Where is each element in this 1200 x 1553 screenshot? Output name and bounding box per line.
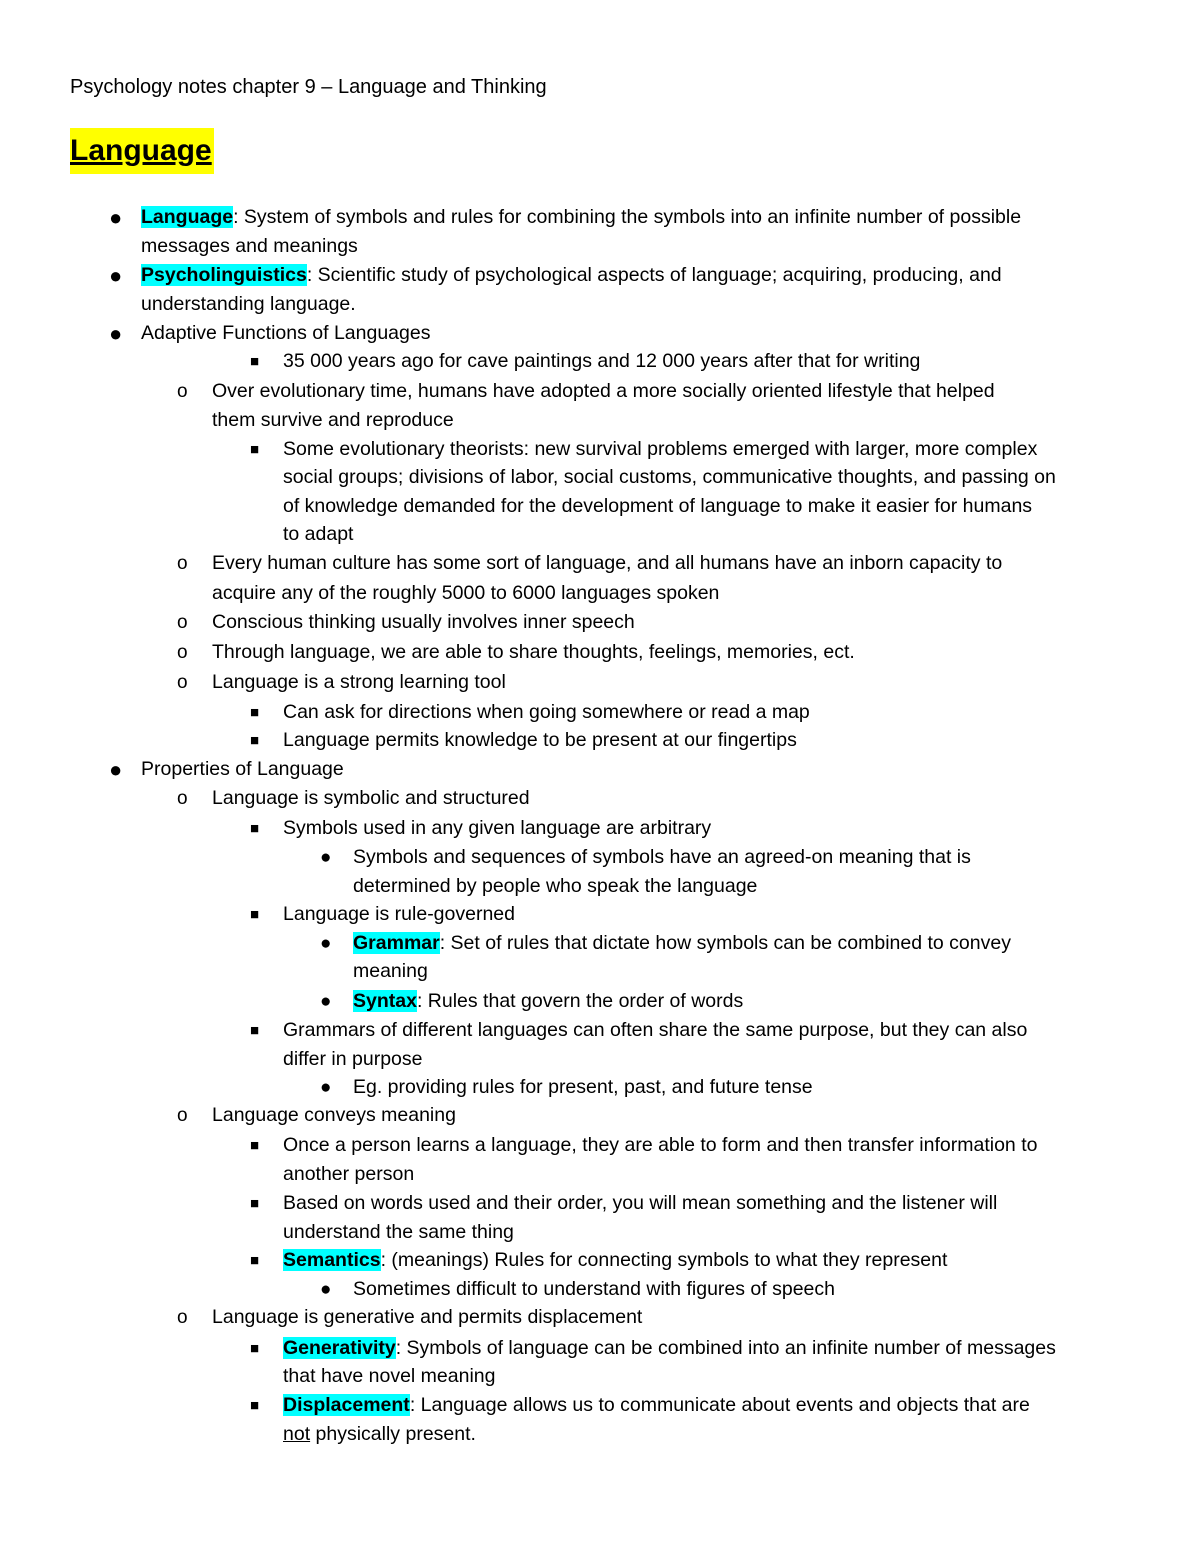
square-bullet: ■ <box>250 704 260 721</box>
list-item: Over evolutionary time, humans have adopted a more socially oriented lifestyle that helped <box>212 380 995 402</box>
list-item-continuation: social groups; divisions of labor, social customs, communicative thoughts, and passing on <box>283 466 1056 488</box>
disc-bullet: ● <box>320 933 332 954</box>
list-item-continuation: determined by people who speak the language <box>353 875 758 897</box>
disc-bullet: ● <box>320 991 332 1012</box>
list-item: Generativity: Symbols of language can be combined into an infinite number of messages <box>283 1337 1056 1359</box>
term-highlight: Displacement <box>283 1394 410 1416</box>
list-item-continuation: not physically present. <box>283 1423 476 1445</box>
term-highlight: Psycholinguistics <box>141 264 307 286</box>
list-item: Language is rule-governed <box>283 903 516 925</box>
list-item: Sometimes difficult to understand with figures of speech <box>353 1278 835 1300</box>
list-item-continuation: understanding language. <box>141 293 356 315</box>
list-item-continuation: to adapt <box>283 523 354 545</box>
list-item: 35 000 years ago for cave paintings and 12 000 years after that for writing <box>283 350 921 372</box>
list-item: Psycholinguistics: Scientific study of psychological aspects of language; acquiring, producing, and <box>141 264 1002 286</box>
list-item-continuation: them survive and reproduce <box>212 409 454 431</box>
list-item: Through language, we are able to share thoughts, feelings, memories, ect. <box>212 641 855 663</box>
term-highlight: Syntax <box>353 990 417 1012</box>
document-title: Psychology notes chapter 9 – Language and Thinking <box>70 76 547 98</box>
list-item-continuation: that have novel meaning <box>283 1365 496 1387</box>
disc-bullet: ● <box>109 205 123 230</box>
square-bullet: ■ <box>250 906 260 923</box>
list-item: Conscious thinking usually involves inner speech <box>212 611 635 633</box>
list-item: Symbols and sequences of symbols have an agreed-on meaning that is <box>353 846 971 868</box>
square-bullet: ■ <box>250 732 260 749</box>
list-item-continuation: differ in purpose <box>283 1048 423 1070</box>
list-item: Syntax: Rules that govern the order of words <box>353 990 744 1012</box>
list-item: Adaptive Functions of Languages <box>141 322 431 344</box>
disc-bullet: ● <box>320 1279 332 1300</box>
list-item: Eg. providing rules for present, past, and future tense <box>353 1076 813 1098</box>
term-highlight: Language <box>141 206 234 228</box>
square-bullet: ■ <box>250 1195 260 1212</box>
square-bullet: ■ <box>250 1137 260 1154</box>
circle-bullet: o <box>177 1307 188 1328</box>
square-bullet: ■ <box>250 1340 260 1357</box>
circle-bullet: o <box>177 1105 188 1126</box>
term-highlight: Generativity <box>283 1337 396 1359</box>
list-item: Language conveys meaning <box>212 1104 456 1126</box>
square-bullet: ■ <box>250 820 260 837</box>
disc-bullet: ● <box>320 1077 332 1098</box>
disc-bullet: ● <box>109 321 123 346</box>
circle-bullet: o <box>177 672 188 693</box>
list-item: Language permits knowledge to be present at our fingertips <box>283 729 797 751</box>
underlined-word: not <box>283 1423 311 1445</box>
list-item: Language is a strong learning tool <box>212 671 506 693</box>
circle-bullet: o <box>177 553 188 574</box>
list-item: Semantics: (meanings) Rules for connecting symbols to what they represent <box>283 1249 948 1271</box>
term-highlight: Grammar <box>353 932 440 954</box>
disc-bullet: ● <box>109 263 123 288</box>
square-bullet: ■ <box>250 441 260 458</box>
list-item-continuation: acquire any of the roughly 5000 to 6000 languages spoken <box>212 582 720 604</box>
list-item: Symbols used in any given language are arbitrary <box>283 817 712 839</box>
list-item: Displacement: Language allows us to communicate about events and objects that are <box>283 1394 1030 1416</box>
square-bullet: ■ <box>250 1022 260 1039</box>
list-item: Grammars of different languages can often share the same purpose, but they can also <box>283 1019 1028 1041</box>
list-item: Language is symbolic and structured <box>212 787 530 809</box>
list-item-continuation: messages and meanings <box>141 235 358 257</box>
list-item-continuation: of knowledge demanded for the development of language to make it easier for humans <box>283 495 1033 517</box>
list-item-continuation: understand the same thing <box>283 1221 514 1243</box>
list-item: Properties of Language <box>141 758 344 780</box>
term-highlight: Semantics <box>283 1249 381 1271</box>
square-bullet: ■ <box>250 1252 260 1269</box>
circle-bullet: o <box>177 788 188 809</box>
circle-bullet: o <box>177 381 188 402</box>
list-item: Every human culture has some sort of language, and all humans have an inborn capacity to <box>212 552 1003 574</box>
list-item-continuation: another person <box>283 1163 415 1185</box>
list-item: Based on words used and their order, you will mean something and the listener will <box>283 1192 998 1214</box>
list-item: Some evolutionary theorists: new survival problems emerged with larger, more complex <box>283 438 1038 460</box>
disc-bullet: ● <box>320 847 332 868</box>
circle-bullet: o <box>177 612 188 633</box>
list-item: Language is generative and permits displacement <box>212 1306 643 1328</box>
list-item: Can ask for directions when going somewhere or read a map <box>283 701 810 723</box>
disc-bullet: ● <box>109 757 123 782</box>
list-item: Once a person learns a language, they are able to form and then transfer information to <box>283 1134 1038 1156</box>
square-bullet: ■ <box>250 353 260 370</box>
square-bullet: ■ <box>250 1397 260 1414</box>
section-heading: Language <box>70 128 214 174</box>
list-item: Language: System of symbols and rules for combining the symbols into an infinite number of possible <box>141 206 1022 228</box>
circle-bullet: o <box>177 642 188 663</box>
list-item-continuation: meaning <box>353 960 428 982</box>
list-item: Grammar: Set of rules that dictate how symbols can be combined to convey <box>353 932 1011 954</box>
